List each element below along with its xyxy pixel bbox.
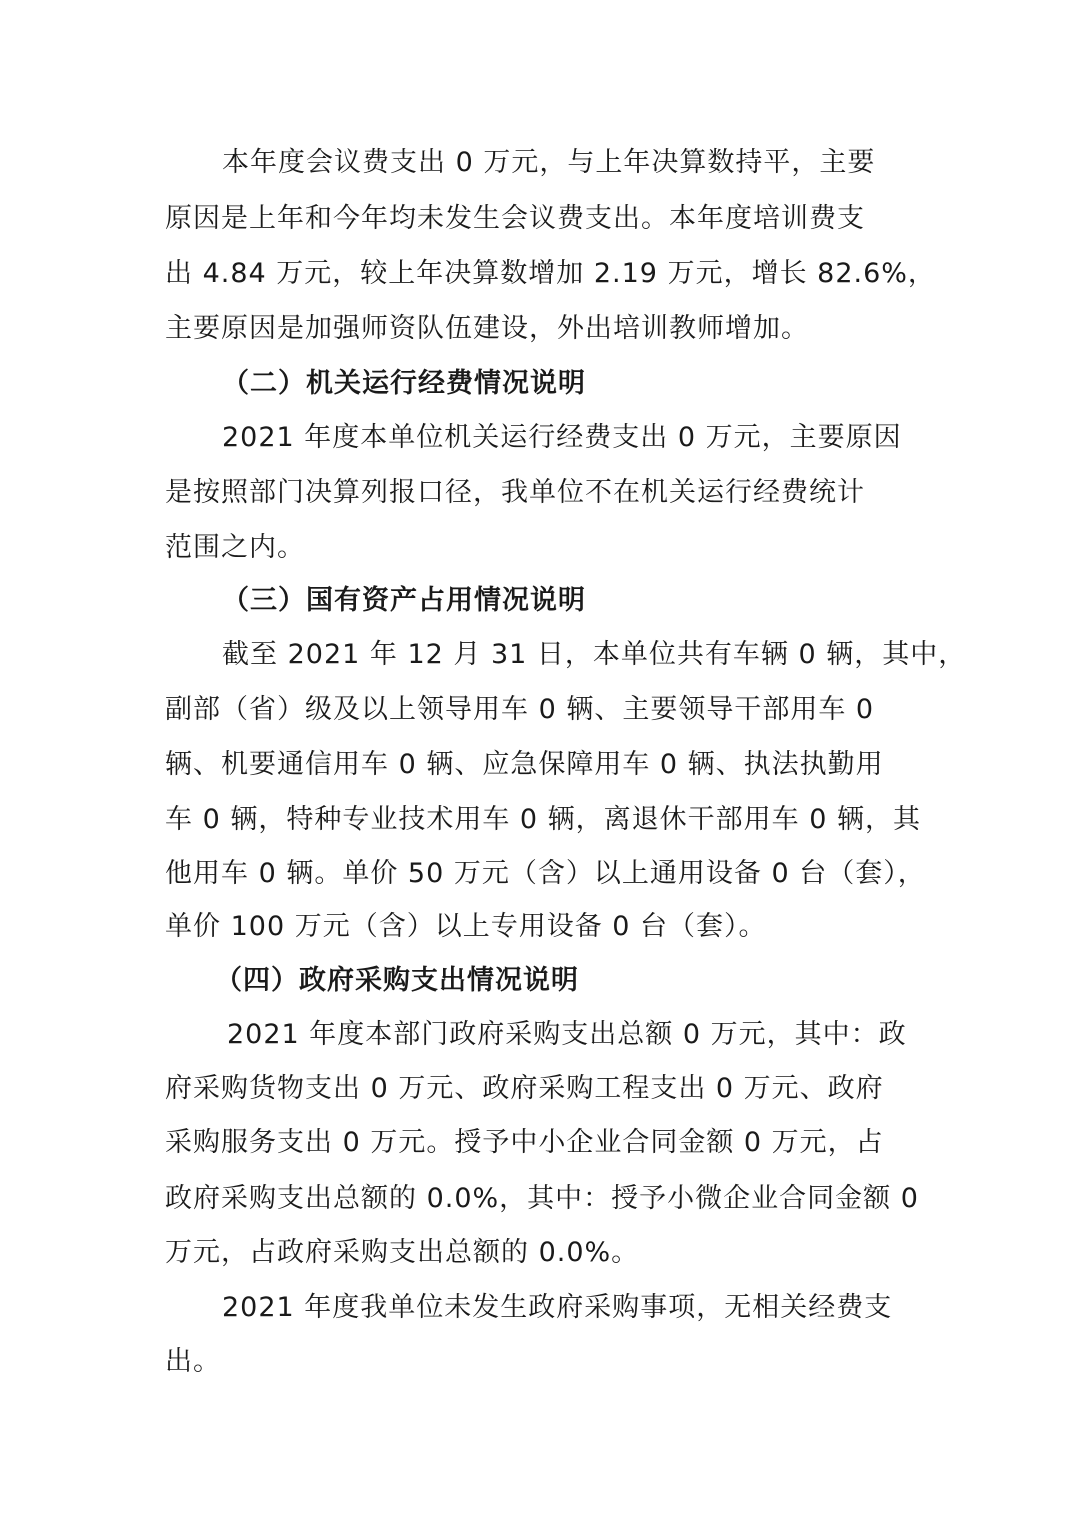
paragraph-meeting-training-line-4: 主要原因是加强师资队伍建设，外出培训教师增加。 (165, 313, 809, 344)
paragraph-state-assets-line-4: 车 0 辆，特种专业技术用车 0 辆，离退休干部用车 0 辆，其 (165, 804, 922, 835)
paragraph-meeting-training-line-3: 出 4.84 万元，较上年决算数增加 2.19 万元，增长 82.6%， (165, 258, 936, 289)
paragraph-state-assets-line-6: 单价 100 万元（含）以上专用设备 0 台（套）。 (165, 911, 767, 942)
paragraph-operating-expenses-line-1: 2021 年度本单位机关运行经费支出 0 万元，主要原因 (222, 422, 902, 453)
paragraph-operating-expenses-line-2: 是按照部门决算列报口径，我单位不在机关运行经费统计 (165, 477, 865, 508)
paragraph-procurement-line-4: 政府采购支出总额的 0.0%，其中：授予小微企业合同金额 0 (165, 1183, 919, 1214)
section-heading-state-assets: （三）国有资产占用情况说明 (222, 585, 586, 616)
paragraph-procurement-line-1: 2021 年度本部门政府采购支出总额 0 万元，其中：政 (227, 1019, 907, 1050)
section-heading-government-procurement: （四）政府采购支出情况说明 (215, 965, 579, 996)
paragraph-state-assets-line-2: 副部（省）级及以上领导用车 0 辆、主要领导干部用车 0 (165, 694, 875, 725)
paragraph-state-assets-line-1: 截至 2021 年 12 月 31 日，本单位共有车辆 0 辆，其中， (222, 639, 967, 670)
section-heading-operating-expenses: （二）机关运行经费情况说明 (222, 368, 586, 399)
paragraph-no-procurement-line-2: 出。 (165, 1346, 221, 1377)
paragraph-meeting-training-line-2: 原因是上年和今年均未发生会议费支出。本年度培训费支 (165, 203, 865, 234)
paragraph-procurement-line-2: 府采购货物支出 0 万元、政府采购工程支出 0 万元、政府 (165, 1073, 884, 1104)
paragraph-no-procurement-line-1: 2021 年度我单位未发生政府采购事项，无相关经费支 (222, 1292, 893, 1323)
paragraph-procurement-line-5: 万元，占政府采购支出总额的 0.0%。 (165, 1237, 640, 1268)
paragraph-state-assets-line-5: 他用车 0 辆。单价 50 万元（含）以上通用设备 0 台（套）， (165, 858, 926, 889)
paragraph-procurement-line-3: 采购服务支出 0 万元。授予中小企业合同金额 0 万元，占 (165, 1127, 884, 1158)
paragraph-state-assets-line-3: 辆、机要通信用车 0 辆、应急保障用车 0 辆、执法执勤用 (165, 749, 884, 780)
paragraph-operating-expenses-line-3: 范围之内。 (165, 532, 305, 563)
paragraph-meeting-training-line-1: 本年度会议费支出 0 万元，与上年决算数持平，主要 (222, 147, 876, 178)
